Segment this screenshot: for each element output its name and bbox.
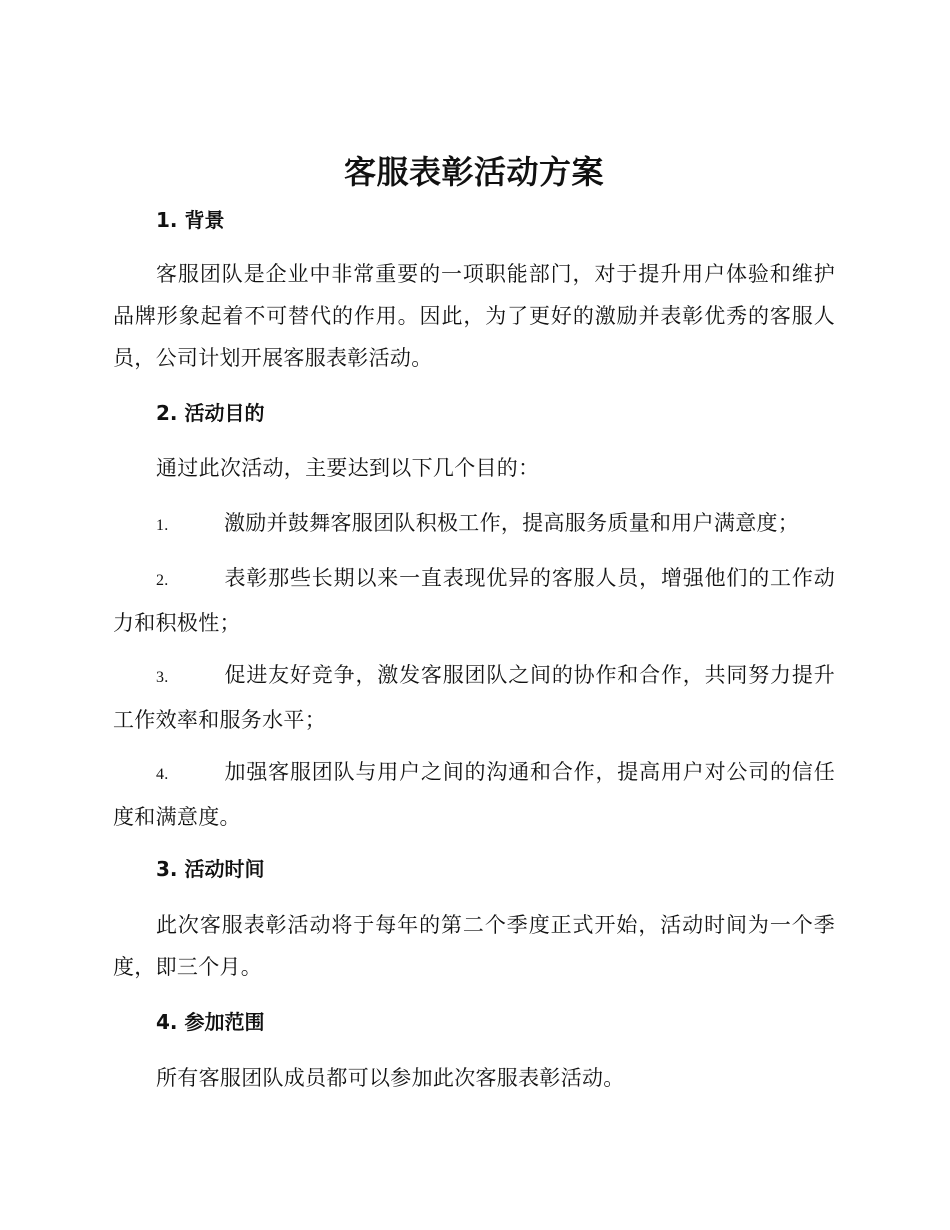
section-heading-scope: 4. 参加范围 (156, 1010, 265, 1034)
list-item-number: 2. (156, 572, 169, 589)
list-item-text: 促进友好竞争，激发客服团队之间的协作和合作，共同努力提升工作效率和服务水平； (113, 663, 835, 732)
section-heading-time: 3. 活动时间 (156, 857, 265, 881)
list-item-text: 表彰那些长期以来一直表现优异的客服人员，增强他们的工作动力和积极性； (113, 566, 835, 635)
list-item (113, 654, 835, 741)
list-item-number: 1. (156, 517, 169, 534)
list-item-number: 4. (156, 766, 169, 783)
list-item (113, 751, 835, 838)
list-item-number: 3. (156, 669, 169, 686)
section-heading-purpose: 2. 活动目的 (156, 401, 265, 425)
section-paragraph-background: 客服团队是企业中非常重要的一项职能部门，对于提升用户体验和维护品牌形象起着不可替代的作用。因此，为了更好的激励并表彰优秀的客服人员，公司计划开展客服表彰活动。 (113, 262, 835, 370)
section-paragraph-purpose: 通过此次活动，主要达到以下几个目的： (156, 456, 540, 480)
list-item (113, 502, 835, 547)
document-title: 客服表彰活动方案 (343, 153, 604, 191)
section-paragraph-scope: 所有客服团队成员都可以参加此次客服表彰活动。 (156, 1066, 625, 1090)
section-paragraph-time: 此次客服表彰活动将于每年的第二个季度正式开始，活动时间为一个季度，即三个月。 (113, 913, 835, 979)
list-item-text: 加强客服团队与用户之间的沟通和合作，提高用户对公司的信任度和满意度。 (113, 760, 835, 829)
list-item (113, 557, 835, 644)
section-heading-background: 1. 背景 (156, 208, 225, 232)
list-item-text: 激励并鼓舞客服团队积极工作，提高服务质量和用户满意度； (224, 511, 800, 535)
